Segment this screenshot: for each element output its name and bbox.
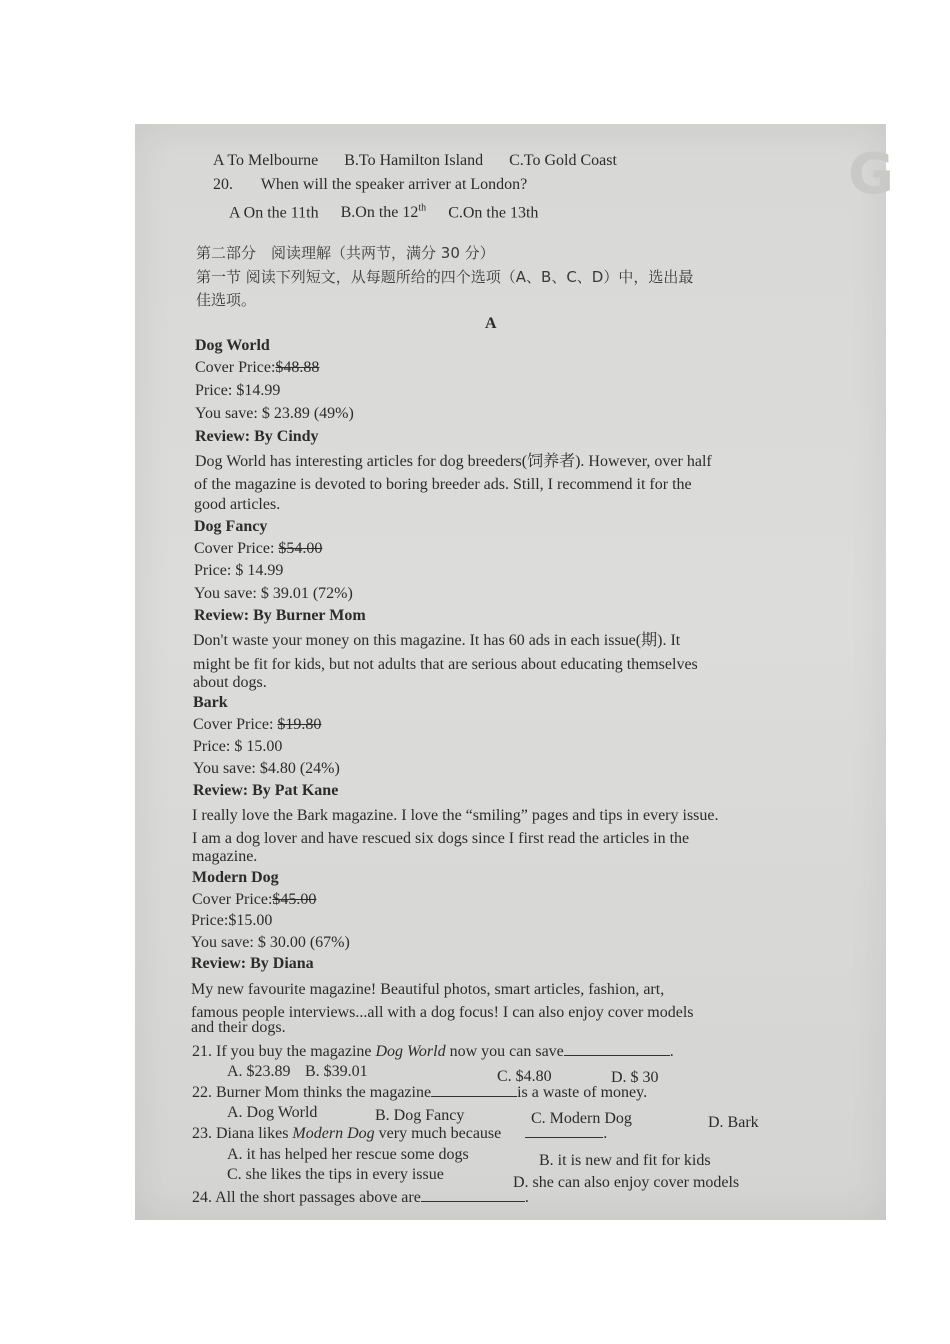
answer-blank[interactable]	[421, 1187, 525, 1202]
magazine-name: Dog World	[195, 337, 270, 354]
review-text: might be fit for kids, but not adults that are serious about educating themselves	[193, 656, 698, 673]
q22-option-a: A. Dog World	[227, 1104, 318, 1121]
answer-blank[interactable]	[431, 1082, 517, 1097]
q23-option-c: C. she likes the tips in every issue	[227, 1166, 444, 1183]
review-author: Review: By Burner Mom	[194, 607, 366, 624]
review-author: Review: By Pat Kane	[193, 782, 339, 799]
price: Price: $14.99	[195, 382, 281, 399]
q19-option-a: A To Melbourne	[213, 152, 319, 169]
answer-blank[interactable]	[525, 1123, 603, 1138]
q19-option-b: B.To Hamilton Island	[344, 152, 484, 169]
q20-option-b: B.On the 12th	[340, 203, 427, 222]
q22-option-b: B. Dog Fancy	[375, 1107, 465, 1124]
review-text: magazine.	[192, 848, 258, 865]
q20-option-c: C.On the 13th	[448, 204, 539, 222]
review-text: My new favourite magazine! Beautiful photos, smart articles, fashion, art,	[191, 981, 665, 998]
review-text: and their dogs.	[191, 1019, 286, 1036]
review-text: famous people interviews...all with a dog focus! I can also enjoy cover models	[191, 1004, 694, 1021]
q19-option-c: C.To Gold Coast	[509, 152, 617, 169]
q21-option-c: C. $4.80	[497, 1068, 552, 1085]
passage-label: A	[485, 315, 497, 332]
price: Price: $ 15.00	[193, 738, 283, 755]
question-23: 23. Diana likes Modern Dog very much because .	[192, 1125, 608, 1142]
q20-options	[229, 199, 538, 223]
part-title: 第二部分 阅读理解（共两节，满分 30 分）	[196, 244, 495, 262]
review-text: I am a dog lover and have rescued six dogs since I first read the articles in the	[192, 830, 690, 847]
q22-option-c: C. Modern Dog	[531, 1110, 632, 1127]
you-save: You save: $4.80 (24%)	[193, 760, 340, 777]
instruction-line-2: 佳选项。	[196, 291, 257, 309]
answer-blank[interactable]	[564, 1041, 670, 1056]
cover-price: Cover Price:$48.88	[195, 359, 320, 376]
you-save: You save: $ 23.89 (49%)	[195, 405, 354, 422]
review-author: Review: By Diana	[191, 955, 314, 972]
cover-price: Cover Price: $19.80	[193, 716, 322, 733]
review-text: Don't waste your money on this magazine. It has 60 ads in each issue(期). It	[193, 632, 681, 649]
review-text: of the magazine is devoted to boring breeder ads. Still, I recommend it for the	[194, 476, 692, 493]
price: Price: $ 14.99	[194, 562, 284, 579]
question-24: 24. All the short passages above are .	[192, 1189, 529, 1206]
review-text: Dog World has interesting articles for dog breeders(饲养者). However, over half	[195, 453, 712, 470]
q23-option-b: B. it is new and fit for kids	[539, 1152, 711, 1169]
q21-option-d: D. $ 30	[611, 1069, 659, 1086]
review-text: good articles.	[194, 496, 281, 513]
q21-option-a: A. $23.89	[227, 1063, 291, 1080]
cover-price: Cover Price:$45.00	[192, 891, 317, 908]
q23-option-d: D. she can also enjoy cover models	[513, 1174, 740, 1191]
q21-option-b: B. $39.01	[305, 1063, 368, 1080]
question-22: 22. Burner Mom thinks the magazine is a waste of money.	[192, 1084, 648, 1101]
magazine-name: Bark	[193, 694, 228, 711]
q23-option-a: A. it has helped her rescue some dogs	[227, 1146, 469, 1163]
magazine-name: Dog Fancy	[194, 518, 268, 535]
magazine-name: Modern Dog	[192, 869, 279, 886]
cover-price: Cover Price: $54.00	[194, 540, 323, 557]
review-text: I really love the Bark magazine. I love the “smiling” pages and tips in every issue.	[192, 807, 719, 824]
you-save: You save: $ 39.01 (72%)	[194, 585, 353, 602]
document-photo	[135, 124, 894, 1220]
q22-option-d: D. Bark	[708, 1114, 759, 1131]
review-author: Review: By Cindy	[195, 428, 319, 445]
review-text: about dogs.	[193, 674, 267, 691]
you-save: You save: $ 30.00 (67%)	[191, 934, 350, 951]
bleed-through-mark: G	[848, 142, 894, 207]
q19-options	[213, 151, 617, 171]
q20-question: 20. When will the speaker arriver at London?	[213, 176, 528, 193]
instruction-line-1: 第一节 阅读下列短文，从每题所给的四个选项（A、B、C、D）中，选出最	[196, 268, 694, 286]
q20-option-a: A On the 11th	[229, 204, 319, 222]
question-21: 21. If you buy the magazine Dog World now you can save .	[192, 1043, 674, 1060]
price: Price:$15.00	[191, 912, 273, 929]
